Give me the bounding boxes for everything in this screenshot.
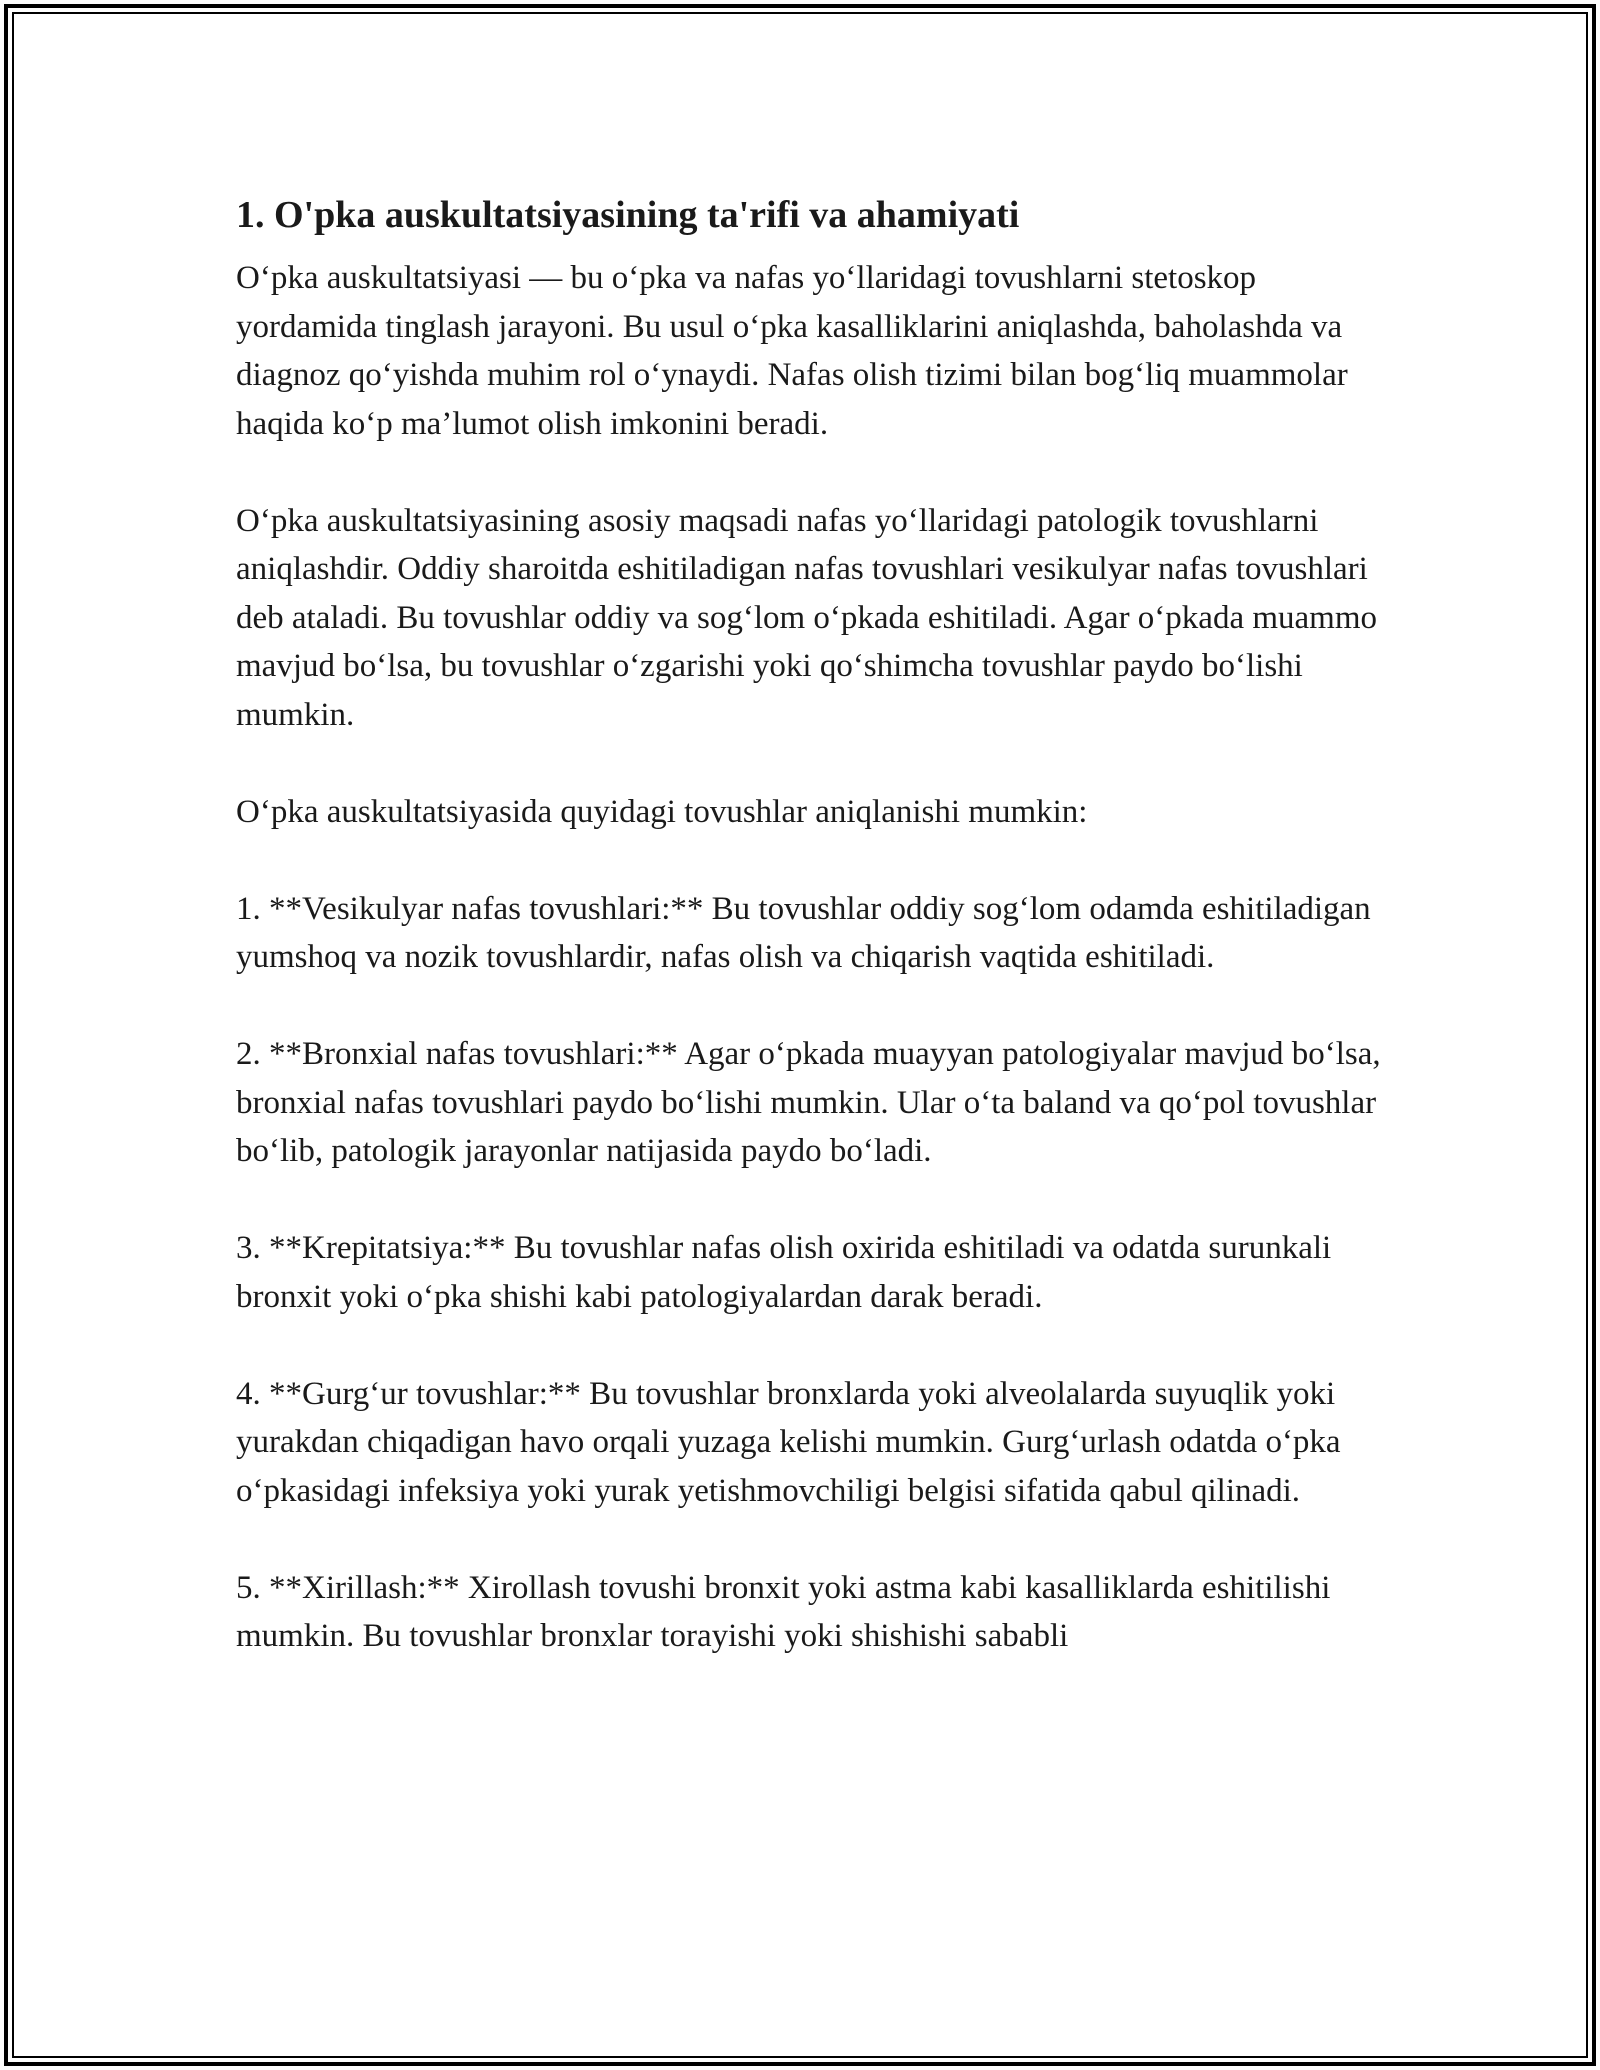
document-body	[236, 186, 1386, 1661]
paragraph-purpose: O‘pka auskultatsiyasining asosiy maqsadi nafas yo‘llaridagi patologik tovushlarni aniqlashdir. Oddiy sharoitda eshitiladigan nafas tovushlari vesikulyar nafas tovushlari deb ataladi. Bu tovushlar oddiy va sog‘lom o‘pkada eshitiladi. Agar o‘pkada muammo mavjud bo‘lsa, bu tovushlar o‘zgarishi yoki qo‘shimcha tovushlar paydo bo‘lishi mumkin.	[236, 502, 1377, 733]
list-item-crepitation: 3. **Krepitatsiya:** Bu tovushlar nafas olish oxirida eshitiladi va odatda surunkali bronxit yoki o‘pka shishi kabi patologiyalardan darak beradi.	[236, 1230, 1332, 1315]
list-item-vesicular: 1. **Vesikulyar nafas tovushlari:** Bu tovushlar oddiy sog‘lom odamda eshitiladigan yumshoq va nozik tovushlardir, nafas olish va chiqarish vaqtida eshitiladi.	[236, 890, 1371, 975]
paragraph-list-intro: O‘pka auskultatsiyasida quyidagi tovushlar aniqlanishi mumkin:	[236, 793, 1088, 830]
paragraph-definition: O‘pka auskultatsiyasi — bu o‘pka va nafas yo‘llaridagi tovushlarni stetoskop yordamida tinglash jarayoni. Bu usul o‘pka kasalliklarini aniqlashda, baholashda va diagnoz qo‘yishda muhim rol o‘ynaydi. Nafas olish tizimi bilan bog‘liq muammolar haqida ko‘p ma’lumot olish imkonini beradi.	[236, 260, 1348, 442]
section-heading: 1. O'pka auskultatsiyasining ta'rifi va ahamiyati	[236, 194, 1020, 236]
list-item-wheezing: 5. **Xirillash:** Xirollash tovushi bronxit yoki astma kabi kasalliklarda eshitilishi mumkin. Bu tovushlar bronxlar torayishi yoki shishishi sababli	[236, 1569, 1331, 1654]
list-item-bronchial: 2. **Bronxial nafas tovushlari:** Agar o‘pkada muayyan patologiyalar mavjud bo‘lsa, bronxial nafas tovushlari paydo bo‘lishi mumkin. Ular o‘ta baland va qo‘pol tovushlar bo‘lib, patologik jarayonlar natijasida paydo bo‘ladi.	[236, 1036, 1381, 1169]
list-item-gurgling: 4. **Gurg‘ur tovushlar:** Bu tovushlar bronxlarda yoki alveolalarda suyuqlik yoki yurakdan chiqadigan havo orqali yuzaga kelishi mumkin. Gurg‘urlash odatda o‘pka o‘pkasidagi infeksiya yoki yurak yetishmovchiligi belgisi sifatida qabul qilinadi.	[236, 1375, 1341, 1509]
